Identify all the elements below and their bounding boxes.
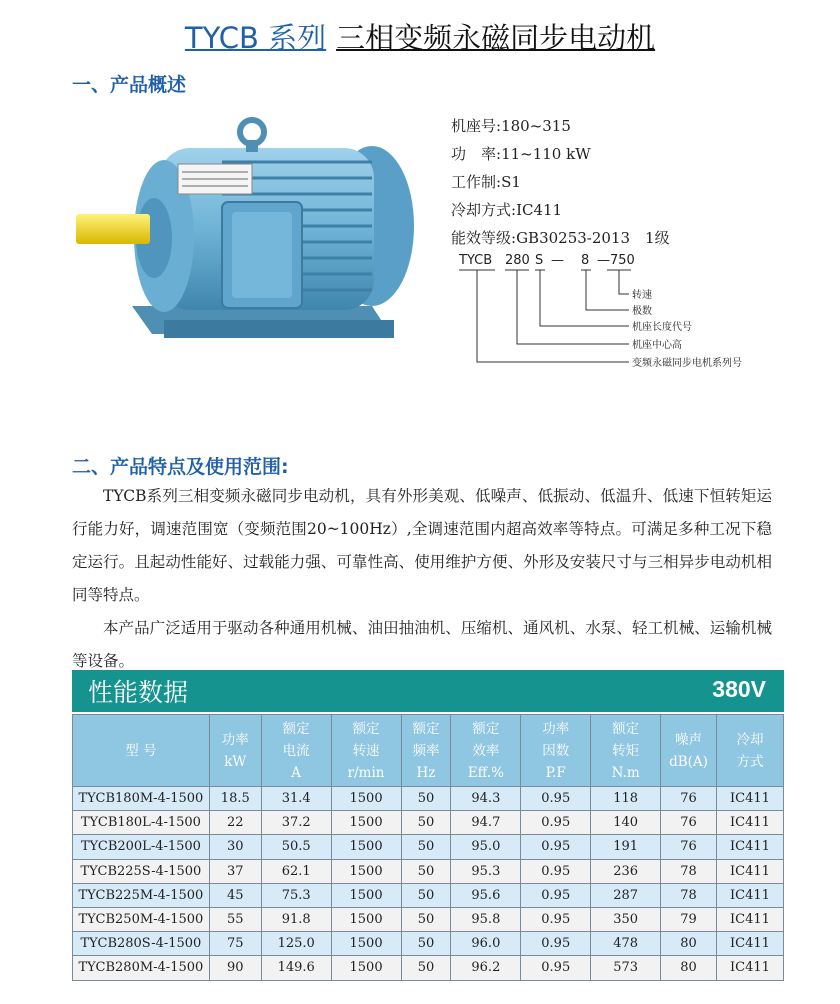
spec-list (451, 112, 670, 252)
spec-cooling (451, 196, 670, 224)
column-header (451, 715, 521, 787)
table-cell: 91.8 (261, 907, 331, 931)
column-header-line: Eff.% (467, 764, 504, 781)
table-row (73, 811, 784, 835)
table-cell: 75 (209, 932, 261, 956)
table-cell: 22 (209, 811, 261, 835)
column-header-line: 转矩 (612, 742, 640, 759)
table-cell: 95.8 (451, 907, 521, 931)
table-cell: 55 (209, 907, 261, 931)
table-cell: 350 (591, 907, 661, 931)
table-body (73, 787, 784, 981)
spec-duty (451, 168, 670, 196)
voltage-label: 380V (712, 676, 766, 702)
table-cell: 0.95 (521, 956, 591, 980)
spec-label: 机座号: (451, 117, 502, 135)
table-cell: 80 (661, 932, 717, 956)
table-cell: 90 (209, 956, 261, 980)
column-header-line: 额定 (352, 720, 380, 737)
spec-frame (451, 112, 670, 140)
table-cell: 1500 (331, 811, 401, 835)
table-cell: 76 (661, 835, 717, 859)
table-cell: 80 (661, 956, 717, 980)
table-cell: 30 (209, 835, 261, 859)
table-row (73, 835, 784, 859)
column-header-line: 功率 (221, 731, 249, 748)
code-legend-length: 机座长度代号 (632, 322, 692, 333)
table-cell: 1500 (331, 787, 401, 811)
table-cell: IC411 (717, 811, 784, 835)
table-cell: 1500 (331, 907, 401, 931)
column-header (661, 715, 717, 787)
code-part-height: 280 (505, 253, 530, 268)
table-cell: 573 (591, 956, 661, 980)
column-header-line: Hz (416, 764, 436, 781)
table-cell: 95.3 (451, 859, 521, 883)
column-header (521, 715, 591, 787)
table-cell: 0.95 (521, 932, 591, 956)
table-cell: 76 (661, 811, 717, 835)
column-header (73, 715, 210, 787)
table-cell: IC411 (717, 835, 784, 859)
table-cell: IC411 (717, 907, 784, 931)
column-header-line: 额定 (472, 720, 500, 737)
code-part-length: S (535, 253, 544, 268)
column-header-line: 频率 (412, 742, 440, 759)
spec-value: GB30253-2013 1级 (516, 229, 670, 247)
table-cell: 37.2 (261, 811, 331, 835)
performance-table (72, 714, 784, 981)
column-header-line: 方式 (736, 753, 764, 770)
table-cell: 18.5 (209, 787, 261, 811)
column-header (717, 715, 784, 787)
table-cell: 78 (661, 883, 717, 907)
title-name: 三相变频永磁同步电动机 (336, 21, 656, 55)
table-cell: 50 (401, 811, 451, 835)
table-cell: TYCB200L-4-1500 (73, 835, 210, 859)
table-header-row (73, 715, 784, 787)
column-header-line: 冷却 (736, 731, 764, 748)
table-cell: 78 (661, 859, 717, 883)
column-header-line: 额定 (282, 720, 310, 737)
table-cell: IC411 (717, 883, 784, 907)
column-header (591, 715, 661, 787)
table-cell: 50 (401, 932, 451, 956)
table-cell: 94.7 (451, 811, 521, 835)
table-cell: 0.95 (521, 907, 591, 931)
section-heading-features: 二、产品特点及使用范围: (72, 456, 289, 478)
table-cell: 31.4 (261, 787, 331, 811)
column-header (261, 715, 331, 787)
column-header-line: dB(A) (669, 753, 708, 770)
table-cell: 125.0 (261, 932, 331, 956)
table-cell: IC411 (717, 859, 784, 883)
table-cell: 149.6 (261, 956, 331, 980)
column-header-line: 电流 (282, 742, 310, 759)
column-header-line: 噪声 (675, 731, 703, 748)
column-header (331, 715, 401, 787)
column-header-line: kW (224, 753, 247, 770)
code-part-speed: —750 (597, 253, 635, 268)
table-cell: 75.3 (261, 883, 331, 907)
column-header-line: 因数 (542, 742, 570, 759)
performance-title: 性能数据 (88, 678, 189, 707)
column-header-line: r/min (347, 764, 385, 781)
model-code-diagram (451, 244, 751, 374)
table-cell: 1500 (331, 835, 401, 859)
table-row (73, 956, 784, 980)
table-cell: TYCB280S-4-1500 (73, 932, 210, 956)
performance-header-bar (72, 670, 784, 712)
table-cell: TYCB250M-4-1500 (73, 907, 210, 931)
table-cell: 96.0 (451, 932, 521, 956)
column-header (209, 715, 261, 787)
column-header (401, 715, 451, 787)
table-cell: 0.95 (521, 883, 591, 907)
table-cell: 95.0 (451, 835, 521, 859)
table-cell: IC411 (717, 932, 784, 956)
code-part-poles: 8 (581, 253, 590, 268)
table-cell: 37 (209, 859, 261, 883)
table-cell: 1500 (331, 859, 401, 883)
table-cell: 287 (591, 883, 661, 907)
table-cell: 236 (591, 859, 661, 883)
table-cell: 0.95 (521, 811, 591, 835)
spec-value: S1 (501, 173, 521, 191)
applications-paragraph: 本产品广泛适用于驱动各种通用机械、油田抽油机、压缩机、通风机、水泵、轻工机械、运输机械等设备。 (72, 619, 772, 670)
table-header (73, 715, 784, 787)
table-cell: TYCB225S-4-1500 (73, 859, 210, 883)
spec-value: 180~315 (501, 117, 571, 135)
code-legend-speed: 转速 (632, 290, 652, 301)
section-heading-overview: 一、产品概述 (72, 74, 187, 96)
table-cell: IC411 (717, 956, 784, 980)
table-cell: 94.3 (451, 787, 521, 811)
spec-value: 11~110 kW (501, 145, 591, 163)
table-cell: 62.1 (261, 859, 331, 883)
table-cell: 1500 (331, 883, 401, 907)
table-cell: 0.95 (521, 835, 591, 859)
column-header-line: 转速 (352, 742, 380, 759)
code-part-series: TYCB (459, 253, 493, 268)
title-series: TYCB 系列 (184, 21, 327, 55)
code-part-dash1: — (551, 253, 564, 268)
table-cell: 1500 (331, 956, 401, 980)
column-header-line: P.F (545, 764, 566, 781)
table-cell: 0.95 (521, 859, 591, 883)
spec-power (451, 140, 670, 168)
spec-label: 能效等级: (451, 229, 517, 247)
table-row (73, 787, 784, 811)
table-cell: 96.2 (451, 956, 521, 980)
code-legend-series: 变频永磁同步电机系列号 (632, 358, 742, 369)
table-cell: TYCB280M-4-1500 (73, 956, 210, 980)
column-header-line: 额定 (412, 720, 440, 737)
column-header-line: 型 号 (125, 742, 157, 759)
spec-label: 功 率: (451, 145, 502, 163)
table-cell: 478 (591, 932, 661, 956)
table-cell: 50 (401, 907, 451, 931)
table-cell: IC411 (717, 787, 784, 811)
table-cell: TYCB225M-4-1500 (73, 883, 210, 907)
table-cell: 50 (401, 835, 451, 859)
table-row (73, 883, 784, 907)
table-row (73, 907, 784, 931)
column-header-line: N.m (611, 764, 640, 781)
table-cell: 50 (401, 859, 451, 883)
spec-label: 冷却方式: (451, 201, 517, 219)
table-cell: 79 (661, 907, 717, 931)
table-cell: 50 (401, 787, 451, 811)
table-cell: 140 (591, 811, 661, 835)
table-cell: 45 (209, 883, 261, 907)
table-cell: 0.95 (521, 787, 591, 811)
table-cell: 76 (661, 787, 717, 811)
table-cell: 50.5 (261, 835, 331, 859)
table-cell: 50 (401, 956, 451, 980)
table-cell: TYCB180M-4-1500 (73, 787, 210, 811)
column-header-line: 额定 (612, 720, 640, 737)
spec-value: IC411 (516, 201, 563, 219)
table-cell: 118 (591, 787, 661, 811)
table-cell: 191 (591, 835, 661, 859)
column-header-line: 功率 (542, 720, 570, 737)
page-title (0, 16, 840, 57)
spec-label: 工作制: (451, 173, 502, 191)
code-legend-height: 机座中心高 (632, 340, 682, 351)
table-row (73, 859, 784, 883)
motor-image (72, 106, 417, 352)
code-legend-poles: 极数 (632, 306, 652, 317)
table-cell: TYCB180L-4-1500 (73, 811, 210, 835)
table-cell: 50 (401, 883, 451, 907)
column-header-line: 效率 (472, 742, 500, 759)
table-cell: 95.6 (451, 883, 521, 907)
features-paragraph: TYCB系列三相变频永磁同步电动机，具有外形美观、低噪声、低振动、低温升、低速下恒转矩运行能力好，调速范围宽（变频范围20~100Hz）,全调速范围内超高效率等特点。可满足多种工况下稳定运行。且起动性能好、过载能力强、可靠性高、使用维护方便、外形及安装尺寸与三相异步电动机相同等特点。 (72, 487, 772, 604)
column-header-line: A (291, 764, 302, 781)
table-cell: 1500 (331, 932, 401, 956)
table-row (73, 932, 784, 956)
